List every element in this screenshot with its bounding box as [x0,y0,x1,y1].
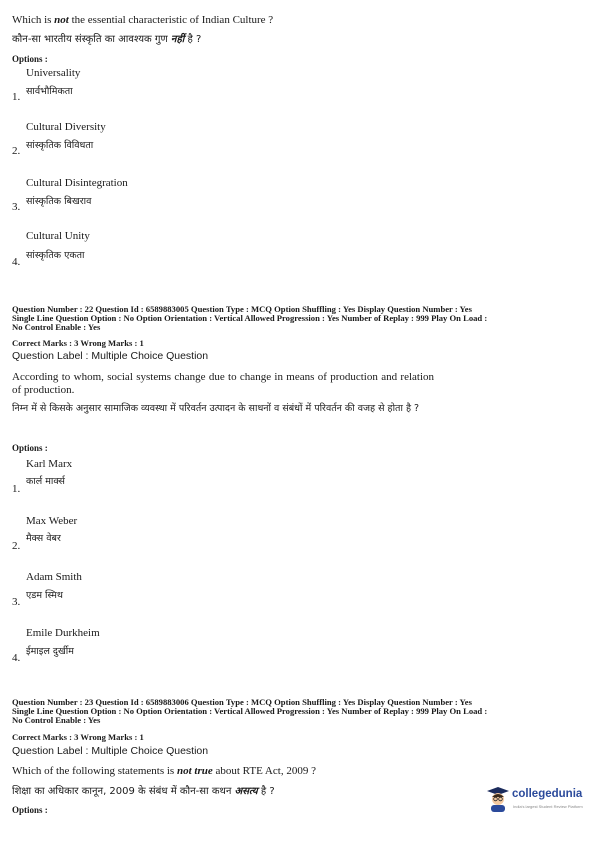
q21-option-2-en: Cultural Diversity [26,121,106,133]
q22-question-label: Question Label : Multiple Choice Question [12,350,209,362]
q22-marks: Correct Marks : 3 Wrong Marks : 1 [12,338,144,348]
q22-meta-line-1: Question Number : 22 Question Id : 6589883005 Question Type : MCQ Option Shuffling : Yes Display Question Number : Yes [12,304,472,314]
q21-question-hi: कौन-सा भारतीय संस्कृति का आवश्यक गुण नहीं है ? [12,34,202,45]
q22-option-3-number: 3. [12,596,21,608]
q21-option-3-number: 3. [12,201,21,213]
q21-option-4-number: 4. [12,256,21,268]
q22-question-hi: निम्न में से किसके अनुसार सामाजिक व्यवस्था में परिवर्तन उत्पादन के साधनों व संबंधों में परिवर्तन की वजह से होता है ? [12,403,420,414]
q21-option-4-hi: सांस्कृतिक एकता [26,250,85,261]
q22-option-4-hi: ईमाइल दुर्खीम [26,646,74,657]
q21-option-1-en: Universality [26,67,81,79]
student-mascot-icon [486,786,510,812]
q22-option-1-number: 1. [12,483,21,495]
q21-option-4-en: Cultural Unity [26,230,90,242]
q22-option-4-en: Emile Durkheim [26,627,100,639]
q23-meta-line-2: Single Line Question Option : No Option Orientation : Vertical Allowed Progression : Yes Number of Replay : 999 Play On Load : [12,706,488,716]
q22-option-2-en: Max Weber [26,515,78,527]
q21-option-3-hi: सांस्कृतिक बिखराव [26,196,92,207]
brand-name: collegedunia [512,788,583,800]
q21-option-3-en: Cultural Disintegration [26,177,128,189]
brand-tagline: India's largest Student Review Platform [513,804,583,809]
q21-option-2-hi: सांस्कृतिक विविधता [26,140,94,151]
q22-option-2-number: 2. [12,540,21,552]
q22-meta-line-3: No Control Enable : Yes [12,322,101,332]
q21-option-1-number: 1. [12,91,21,103]
q23-marks: Correct Marks : 3 Wrong Marks : 1 [12,732,144,742]
collegedunia-logo [486,786,586,816]
q22-option-3-en: Adam Smith [26,571,82,583]
q23-question-hi: शिक्षा का अधिकार कानून, 2009 के संबंध में कौन-सा कथन असत्य है ? [12,786,275,797]
q23-options-heading: Options : [12,805,48,815]
q23-question-en: Which of the following statements is not true about RTE Act, 2009 ? [12,765,316,777]
q22-option-4-number: 4. [12,652,21,664]
q22-options-heading: Options : [12,443,48,453]
q21-question-en: Which is not the essential characteristic of Indian Culture ? [12,14,274,26]
q23-metadata [12,698,582,725]
q22-option-1-hi: कार्ल मार्क्स [26,476,65,487]
q21-option-1-hi: सार्वभौमिकता [26,86,73,97]
q22-question-en: According to whom, social systems change due to change in means of production and relation of production. [12,371,434,396]
q23-meta-line-3: No Control Enable : Yes [12,715,101,725]
q23-question-label: Question Label : Multiple Choice Question [12,745,209,757]
q21-options-heading: Options : [12,54,48,64]
q22-option-2-hi: मैक्स वेबर [26,533,61,544]
q22-option-1-en: Karl Marx [26,458,73,470]
q23-meta-line-1: Question Number : 23 Question Id : 6589883006 Question Type : MCQ Option Shuffling : Yes Display Question Number : Yes [12,697,472,707]
q22-option-3-hi: एडम स्मिथ [26,590,63,601]
q21-option-2-number: 2. [12,145,21,157]
q22-metadata [12,305,582,332]
q22-meta-line-2: Single Line Question Option : No Option Orientation : Vertical Allowed Progression : Yes Number of Replay : 999 Play On Load : [12,313,488,323]
